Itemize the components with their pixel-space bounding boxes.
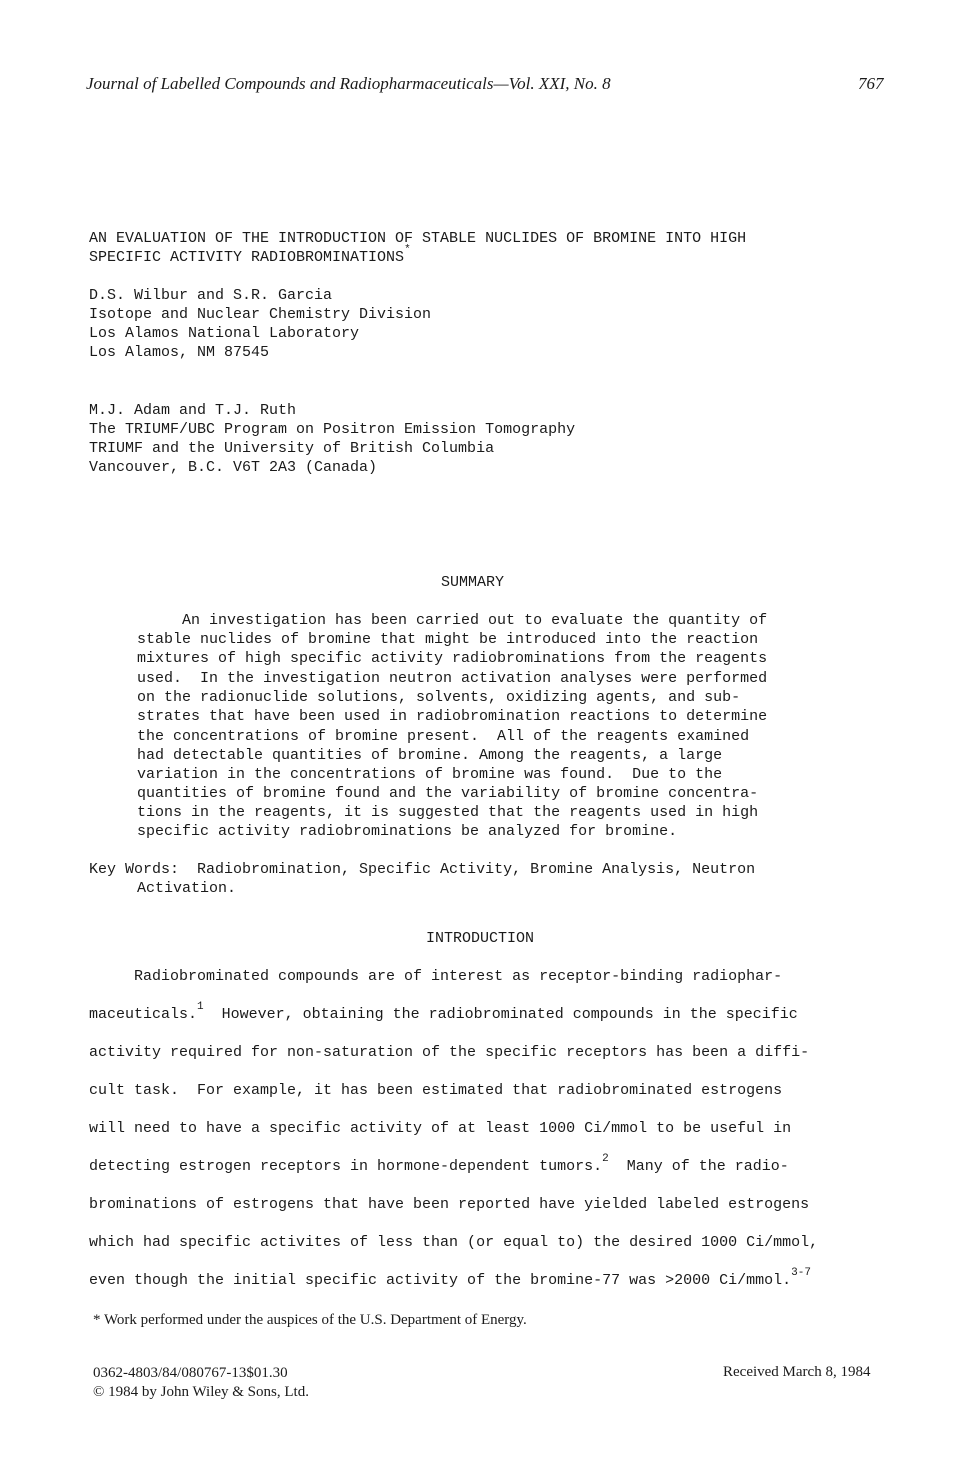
copyright: © 1984 by John Wiley & Sons, Ltd. (93, 1384, 309, 1400)
citation-superscript: 3-7 (791, 1267, 811, 1279)
publication-info (93, 1364, 309, 1402)
affiliation-line: Los Alamos National Laboratory (89, 325, 360, 342)
received-date: Received March 8, 1984 (723, 1364, 871, 1380)
intro-line (89, 1044, 809, 1061)
summary-line: strates that have been used in radiobromination reactions to determine (137, 708, 768, 725)
intro-line-text: Many of the radio- (608, 1158, 789, 1175)
intro-line (89, 1196, 809, 1213)
title-line-1: AN EVALUATION OF THE INTRODUCTION OF STABLE NUCLIDES OF BROMINE INTO HIGH (89, 230, 747, 247)
intro-line-text: brominations of estrogens that have been reported have yielded labeled estrogens (89, 1196, 810, 1213)
summary-line: had detectable quantities of bromine. Among the reagents, a large (137, 747, 723, 764)
page-number: 767 (858, 74, 884, 93)
summary-line: on the radionuclide solutions, solvents, oxidizing agents, and sub- (137, 689, 741, 706)
keywords-line-2: Activation. (137, 880, 237, 897)
intro-line-text: which had specific activites of less than (or equal to) the desired 1000 Ci/mmol, (89, 1234, 819, 1251)
footnote: * Work performed under the auspices of the U.S. Department of Energy. (93, 1312, 527, 1328)
summary-line: stable nuclides of bromine that might be introduced into the reaction (137, 631, 759, 648)
summary-line: quantities of bromine found and the variability of bromine concentra- (137, 785, 759, 802)
citation-superscript: 2 (602, 1153, 609, 1165)
affiliation-line: Isotope and Nuclear Chemistry Division (89, 306, 432, 323)
intro-line-text: even though the initial specific activity of the bromine-77 was >2000 Ci/mmol. (89, 1272, 792, 1289)
keywords-line-1: Key Words: Radiobromination, Specific Activity, Bromine Analysis, Neutron (89, 861, 756, 878)
affiliation-line: Los Alamos, NM 87545 (89, 344, 270, 361)
summary-line: mixtures of high specific activity radiobrominations from the reagents (137, 650, 768, 667)
article-code: 0362-4803/84/080767-13$01.30 (93, 1365, 288, 1381)
citation-superscript: 1 (197, 1001, 204, 1013)
intro-line-text: maceuticals. (89, 1006, 198, 1023)
intro-line-text: will need to have a specific activity of at least 1000 Ci/mmol to be useful in (89, 1120, 792, 1137)
title-footnote-marker: * (404, 244, 411, 256)
intro-line (89, 1082, 782, 1099)
intro-line-text: Radiobrominated compounds are of interest as receptor-binding radiophar- (89, 968, 783, 985)
summary-line: specific activity radiobrominations be analyzed for bromine. (137, 823, 678, 840)
summary-line: An investigation has been carried out to evaluate the quantity of (137, 612, 768, 629)
journal-title: Journal of Labelled Compounds and Radiopharmaceuticals—Vol. XXI, No. 8 (86, 74, 611, 93)
title-line-2-text: SPECIFIC ACTIVITY RADIOBROMINATIONS (89, 249, 405, 266)
summary-line: tions in the reagents, it is suggested that the reagents used in high (137, 804, 759, 821)
introduction-heading: INTRODUCTION (426, 930, 535, 947)
intro-line (89, 1153, 789, 1175)
intro-line (89, 968, 782, 985)
summary-line: variation in the concentrations of bromine was found. Due to the (137, 766, 723, 783)
intro-line-text: activity required for non-saturation of the specific receptors has been a diffi- (89, 1044, 810, 1061)
title-line-2 (89, 244, 411, 266)
intro-line (89, 1120, 791, 1137)
intro-line (89, 1001, 798, 1023)
summary-line: used. In the investigation neutron activation analyses were performed (137, 670, 768, 687)
author-line: D.S. Wilbur and S.R. Garcia (89, 287, 333, 304)
affiliation-line: Vancouver, B.C. V6T 2A3 (Canada) (89, 459, 378, 476)
intro-line-text: However, obtaining the radiobrominated compounds in the specific (203, 1006, 798, 1023)
summary-heading: SUMMARY (441, 574, 505, 591)
affiliation-line: TRIUMF and the University of British Columbia (89, 440, 495, 457)
intro-line (89, 1267, 811, 1289)
author-line: M.J. Adam and T.J. Ruth (89, 402, 297, 419)
summary-line: the concentrations of bromine present. All of the reagents examined (137, 728, 750, 745)
intro-line-text: detecting estrogen receptors in hormone-dependent tumors. (89, 1158, 603, 1175)
intro-line (89, 1234, 818, 1251)
affiliation-line: The TRIUMF/UBC Program on Positron Emission Tomography (89, 421, 576, 438)
intro-line-text: cult task. For example, it has been estimated that radiobrominated estrogens (89, 1082, 783, 1099)
